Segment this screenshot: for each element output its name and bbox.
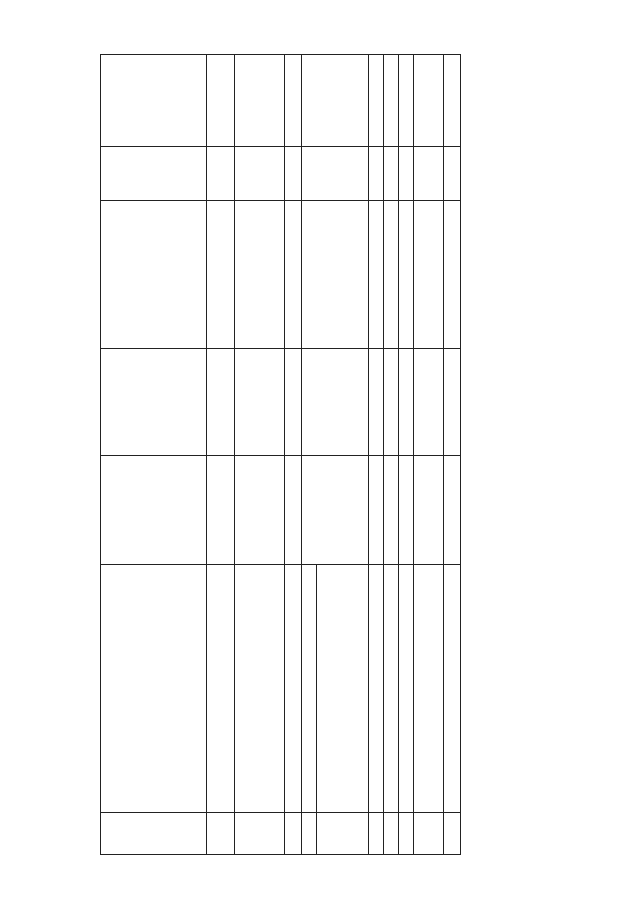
row-code xyxy=(235,813,285,855)
row-text xyxy=(369,565,384,813)
weeks xyxy=(444,456,461,565)
cell-empty xyxy=(384,147,399,201)
cell-empty xyxy=(414,147,444,201)
weeks xyxy=(414,456,444,565)
row-code xyxy=(302,813,317,855)
practice-weeks xyxy=(302,456,369,565)
cell-empty xyxy=(369,201,384,349)
row-text xyxy=(384,565,399,813)
cell-empty xyxy=(414,55,444,147)
cell-empty xyxy=(207,456,235,565)
row-text xyxy=(414,565,444,813)
row-text xyxy=(207,565,235,813)
row-code xyxy=(414,813,444,855)
table-row-first xyxy=(101,55,207,855)
cell-empty xyxy=(235,147,285,201)
cell-empty xyxy=(302,201,369,349)
cell-empty xyxy=(285,147,302,201)
weeks xyxy=(384,456,399,565)
cell-empty xyxy=(235,201,285,349)
cell-empty xyxy=(399,55,414,147)
cell-empty xyxy=(414,349,444,456)
cell-empty xyxy=(399,349,414,456)
hours-max xyxy=(235,456,285,565)
table-row-gia00 xyxy=(399,55,414,855)
cell-empty xyxy=(207,147,235,201)
cell-empty xyxy=(207,349,235,456)
table-row-pm05 xyxy=(207,55,235,855)
cell-empty xyxy=(101,456,207,565)
cell-empty xyxy=(101,201,207,349)
page-number xyxy=(44,438,64,468)
table-row-pdp00 xyxy=(369,55,384,855)
row-text xyxy=(317,565,369,813)
row-code xyxy=(369,813,384,855)
table-row-variative xyxy=(235,55,285,855)
table-row-total xyxy=(285,55,302,855)
cell-empty xyxy=(101,55,207,147)
row-text xyxy=(444,565,461,813)
cell-empty xyxy=(384,55,399,147)
row-text xyxy=(285,565,302,813)
cell-empty xyxy=(302,147,369,201)
cell-empty xyxy=(399,147,414,201)
cell-empty xyxy=(369,55,384,147)
practice-hours xyxy=(302,349,369,456)
cell-empty xyxy=(384,201,399,349)
weeks xyxy=(369,456,384,565)
cell-empty xyxy=(369,349,384,456)
cell-empty xyxy=(384,349,399,456)
row-code xyxy=(399,813,414,855)
cell-empty xyxy=(444,147,461,201)
row-code xyxy=(101,813,207,855)
row-text xyxy=(235,565,285,813)
cell-empty xyxy=(207,55,235,147)
weeks xyxy=(399,456,414,565)
cell-empty xyxy=(285,201,302,349)
row-code xyxy=(444,813,461,855)
curriculum-table xyxy=(100,54,461,855)
cell-empty xyxy=(444,201,461,349)
cell-empty xyxy=(369,147,384,201)
table-row-up00 xyxy=(302,55,317,855)
footer-mark xyxy=(596,832,612,892)
cell-empty xyxy=(414,201,444,349)
cell-empty xyxy=(235,55,285,147)
hours-required xyxy=(285,349,302,456)
table-row-gia01 xyxy=(414,55,444,855)
cell-empty xyxy=(101,349,207,456)
curriculum-table-rotated xyxy=(100,55,460,855)
hours-max xyxy=(285,456,302,565)
cell-empty xyxy=(399,201,414,349)
cell-empty xyxy=(285,55,302,147)
cell-empty xyxy=(444,349,461,456)
row-text xyxy=(399,565,414,813)
row-text xyxy=(101,565,207,813)
table-row-gia02 xyxy=(444,55,461,855)
competences xyxy=(302,55,369,147)
row-code xyxy=(207,813,235,855)
row-code xyxy=(384,813,399,855)
cell-empty xyxy=(101,147,207,201)
row-text xyxy=(302,565,317,813)
cell-empty xyxy=(444,55,461,147)
hours-required xyxy=(235,349,285,456)
row-code xyxy=(317,813,369,855)
row-code xyxy=(285,813,302,855)
cell-empty xyxy=(207,201,235,349)
table-row-pa00 xyxy=(384,55,399,855)
